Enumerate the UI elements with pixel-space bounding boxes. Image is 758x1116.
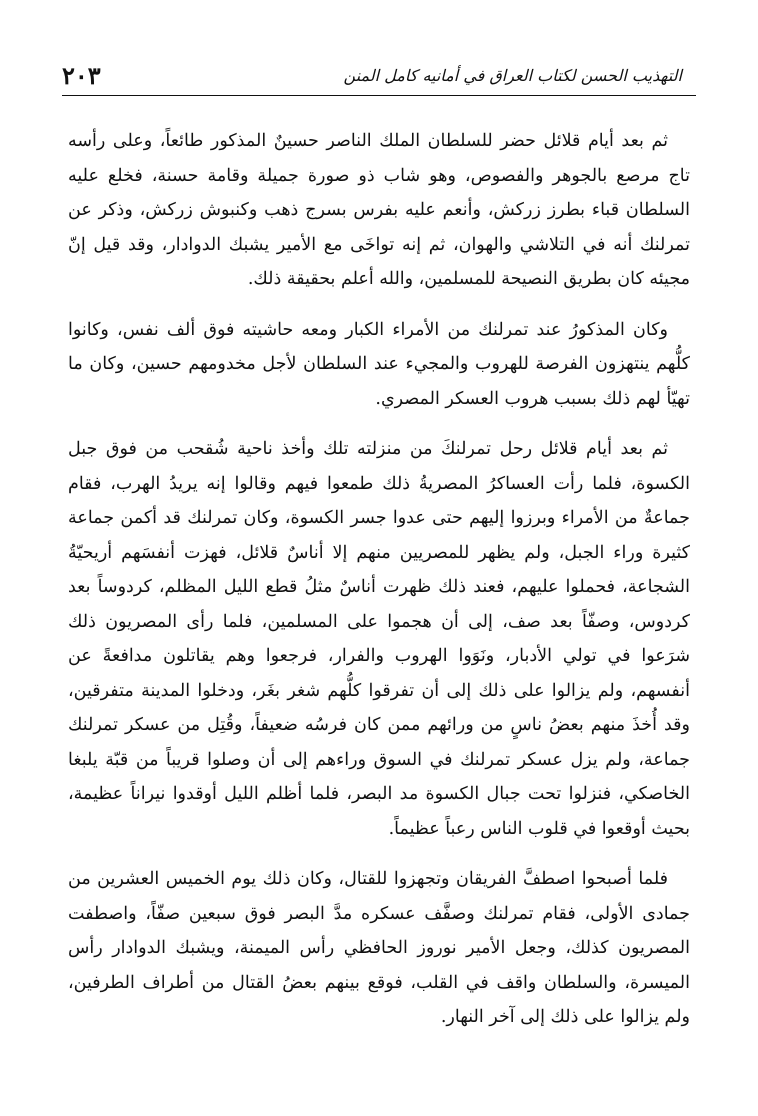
paragraph: ثم بعد أيام قلائل حضر للسلطان الملك الناصر حسينٌ المذكور طائعاً، وعلى رأسه تاج مرصع بالجوهر والفصوص، وهو شاب ذو صورة جميلة وقامة حسنة، فخلع عليه السلطان قباء بطرز زركش، وأنعم عليه بفرس بسرج ذهب وكنبوش زركش، وذكر عن تمرلنك أنه في التلاشي والهوان، ثم إنه تواخَى مع الأمير يشبك الدوادار، وقد قيل إنّ مجيئه كان بطريق النصيحة للمسلمين، والله أعلم بحقيقة ذلك. <box>68 131 690 289</box>
header-divider <box>62 95 696 96</box>
paragraph: وكان المذكورُ عند تمرلنك من الأمراء الكبار ومعه حاشيته فوق ألف نفس، وكانوا كلُّهم ينتهزون الفرصة للهروب والمجيء عند السلطان لأجل مخدومهم حسين، وكان ما تهيّأ لهم ذلك بسبب هروب العسكر المصري. <box>68 319 690 409</box>
paragraph: ثم بعد أيام قلائل رحل تمرلنكَ من منزلته تلك وأخذ ناحية شُقحب من فوق جبل الكسوة، فلما رأت العساكرُ المصريةُ ذلك طمعوا فيهم وقالوا إنه يريدُ الهرب، فقام جماعةٌ من الأمراء وبرزوا إليهم حتى عدوا جسر الكسوة، وكان تمرلنك قد أكمن جماعة كثيرة وراء الجبل، ولم يظهر للمصريين منهم إلا أناسٌ قلائل، فهزت أنفسَهم أريحيّةُ الشجاعة، فحملوا عليهم، فعند ذلك ظهرت أناسٌ مثلُ قطع الليل المظلم، كردوساً بعد كردوس، وصفّاً بعد صف، إلى أن هجموا على المسلمين، فلما رأى المصريون ذلك شرَعوا في تولي الأدبار، ونَوَوا الهروب والفرار، فرجعوا وهم يقاتلون مدافعةً عن أنفسهم، ولم يزالوا على ذلك إلى أن تفرقوا كلُّهم شغر بغَر، ودخلوا المدينة متفرقين، وقد أُخذَ منهم بعضُ ناسٍ من ورائهم ممن كان فرسُه ضعيفاً، وقُتِل من عسكر تمرلنك جماعة، ولم يزل عسكر تمرلنك في السوق وراءهم إلى أن وصلوا قريباً من قبّة يلبغا الخاصكي، فنزلوا تحت جبال الكسوة مد البصر، فلما أظلم الليل أوقدوا نيراناً عظيمة، بحيث أوقعوا في قلوب الناس رعباً عظيماً. <box>68 439 690 839</box>
running-title: التهذيب الحسن لكتاب العراق في أمانيه كامل المنن <box>343 65 682 85</box>
paragraph: فلما أصبحوا اصطفَّ الفريقان وتجهزوا للقتال، وكان ذلك يوم الخميس العشرين من جمادى الأولى، فقام تمرلنك وصفَّف عسكره مدَّ البصر فوق سبعين صفّاً، واصطفت المصريون كذلك، وجعل الأمير نوروز الحافظي رأس الميمنة، ويشبك الدوادار رأس الميسرة، والسلطان واقف في القلب، فوقع بينهم بعضُ القتال من أطراف الطرفين، ولم يزالوا على ذلك إلى آخر النهار. <box>68 869 691 1027</box>
page-header <box>62 58 696 92</box>
page-number: ٢٠٣ <box>62 60 101 90</box>
body-text <box>68 124 690 1051</box>
